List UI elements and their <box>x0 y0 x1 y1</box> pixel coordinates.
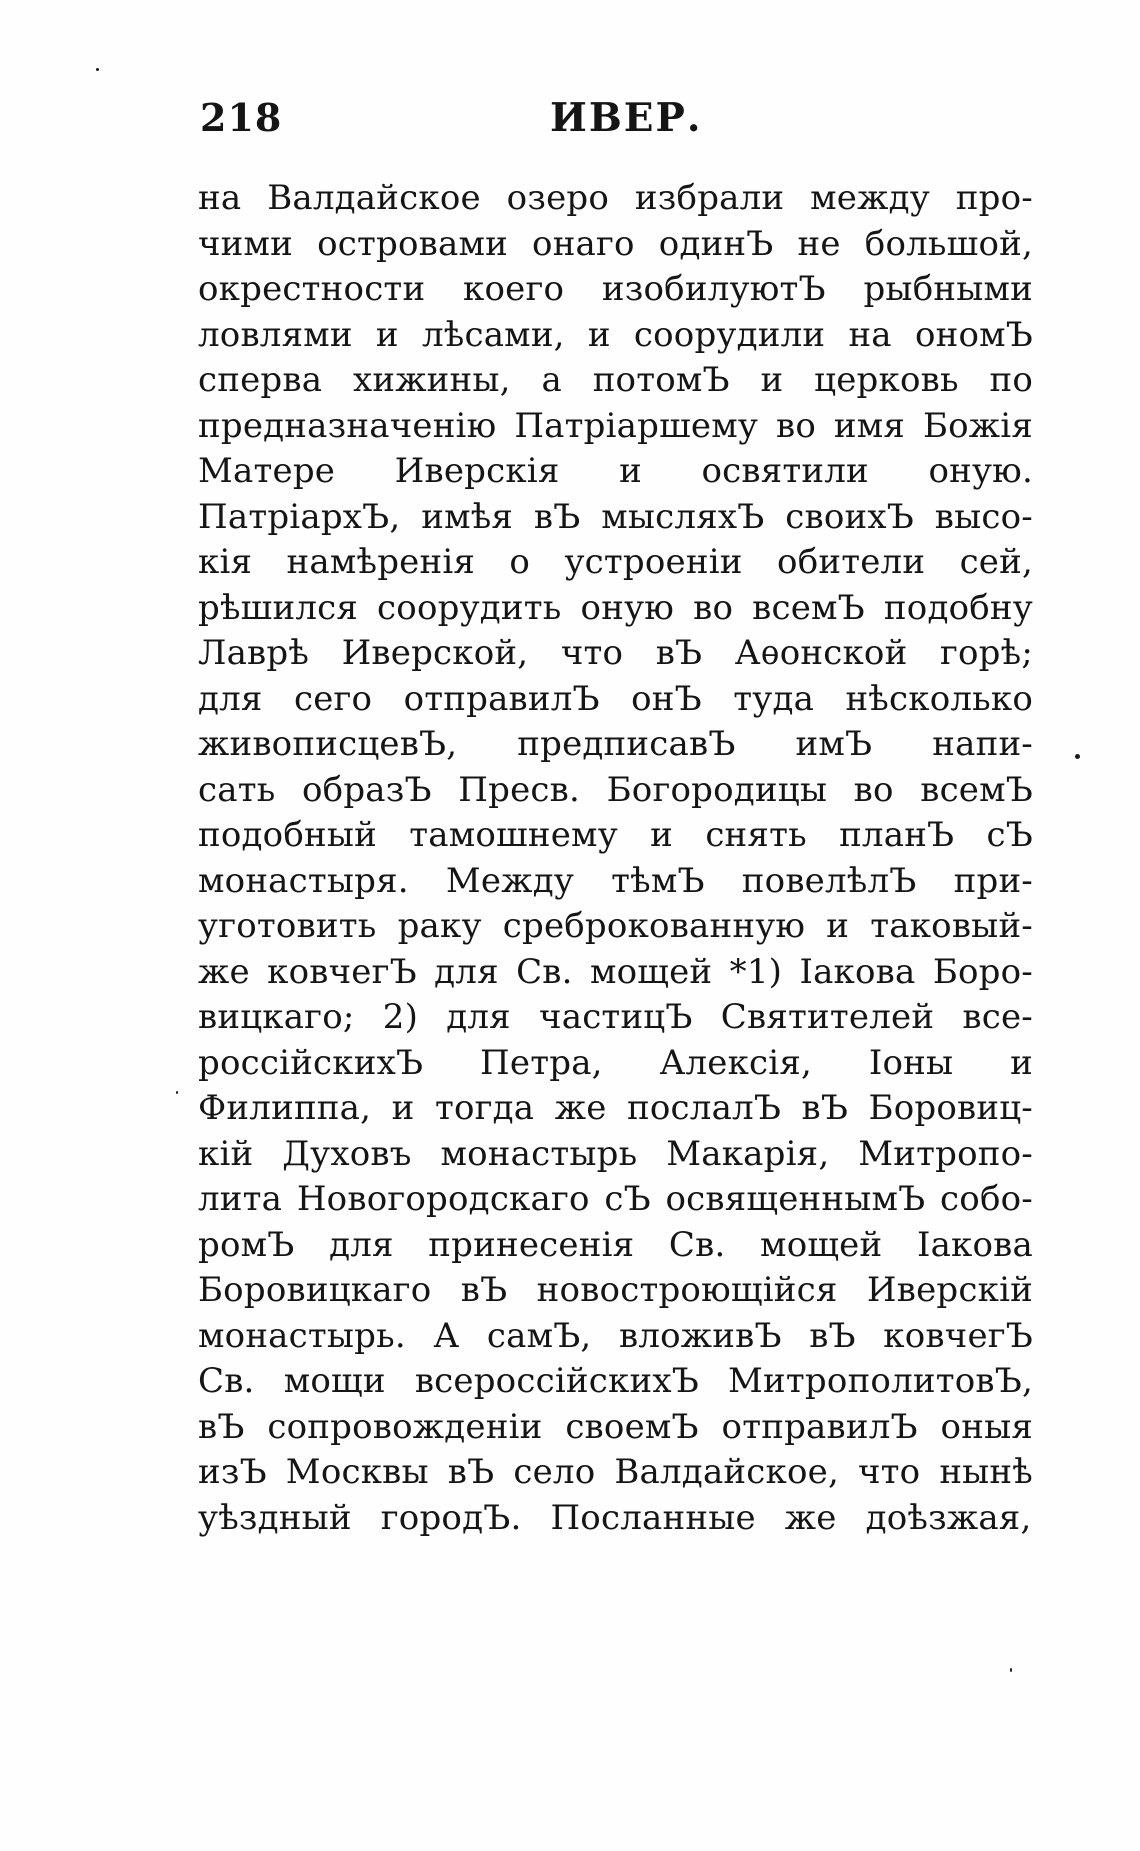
text-line: кія намѣренія о устроеніи обители сей, <box>198 542 1033 582</box>
running-head: ИВЕР. <box>550 95 703 141</box>
text-line: монастыря. Между тѣмЪ повелѣлЪ при- <box>198 860 1033 901</box>
text-line: изЪ Москвы вЪ село Валдайское, что нынѣ <box>198 1452 1033 1492</box>
ink-speck <box>176 1091 178 1094</box>
text-line: сперва хижины, а потомЪ и церковь по <box>198 360 1033 400</box>
text-line: Св. мощи всероссійскихЪ МитрополитовЪ, <box>198 1361 1033 1401</box>
ink-speck <box>1075 754 1080 759</box>
text-line: лита Новогородскаго сЪ освященнымЪ собо- <box>198 1179 1033 1219</box>
text-line: ПатріархЪ, имѣя вЪ мысляхЪ своихЪ высо- <box>198 496 1033 537</box>
text-line: вЪ сопровожденіи своемЪ отправилЪ оныя <box>198 1406 1033 1447</box>
text-line: Матере Иверскія и освятили оную. <box>198 451 1033 491</box>
text-line: Лаврѣ Иверской, что вЪ Аѳонской горѣ; <box>198 633 1033 673</box>
text-line: рѣшился соорудить оную во всемЪ подобну <box>198 587 1033 628</box>
text-line: россійскихЪ Петра, Алексія, Іоны и <box>198 1042 1033 1083</box>
text-line: чими островами онаго одинЪ не большой, <box>198 223 1033 264</box>
text-line: подобный тамошнему и снять планЪ сЪ <box>198 815 1033 855</box>
text-line: уготовить раку среброкованную и таковый- <box>198 906 1033 946</box>
text-line: же ковчегЪ для Св. мощей *1) Іакова Боро- <box>198 951 1033 992</box>
text-line: вицкаго; 2) для частицЪ Святителей все- <box>198 997 1033 1037</box>
text-line: Боровицкаго вЪ новостроющійся Иверскій <box>198 1270 1033 1310</box>
text-line: для сего отправилЪ онЪ туда нѣсколько <box>198 678 1033 719</box>
text-line: живописцевЪ, предписавЪ имЪ напи- <box>198 724 1033 764</box>
body-text <box>198 176 1033 1541</box>
text-line: ловлями и лѣсами, и соорудили на ономЪ <box>198 314 1033 355</box>
text-line: предназначенію Патріаршему во имя Божія <box>198 405 1033 446</box>
text-line: монастырь. А самЪ, вложивЪ вЪ ковчегЪ <box>198 1315 1033 1356</box>
text-line: кій Духовъ монастырь Макарія, Митропо- <box>198 1133 1033 1174</box>
page-header <box>200 95 860 155</box>
text-line: Филиппа, и тогда же послалЪ вЪ Боровиц- <box>198 1088 1033 1128</box>
text-line: сать образЪ Пресв. Богородицы во всемЪ <box>198 769 1033 810</box>
ink-speck <box>1010 1668 1012 1672</box>
text-line: уѣздный городЪ. Посланные же доѣзжая, <box>198 1497 1032 1538</box>
page-number: 218 <box>200 95 283 140</box>
text-line: ромЪ для принесенія Св. мощей Іакова <box>198 1224 1033 1265</box>
text-line: окрестности коего изобилуютЪ рыбными <box>198 269 1033 309</box>
text-line: на Валдайское озеро избрали между про- <box>198 178 1033 218</box>
ink-speck <box>96 68 99 71</box>
